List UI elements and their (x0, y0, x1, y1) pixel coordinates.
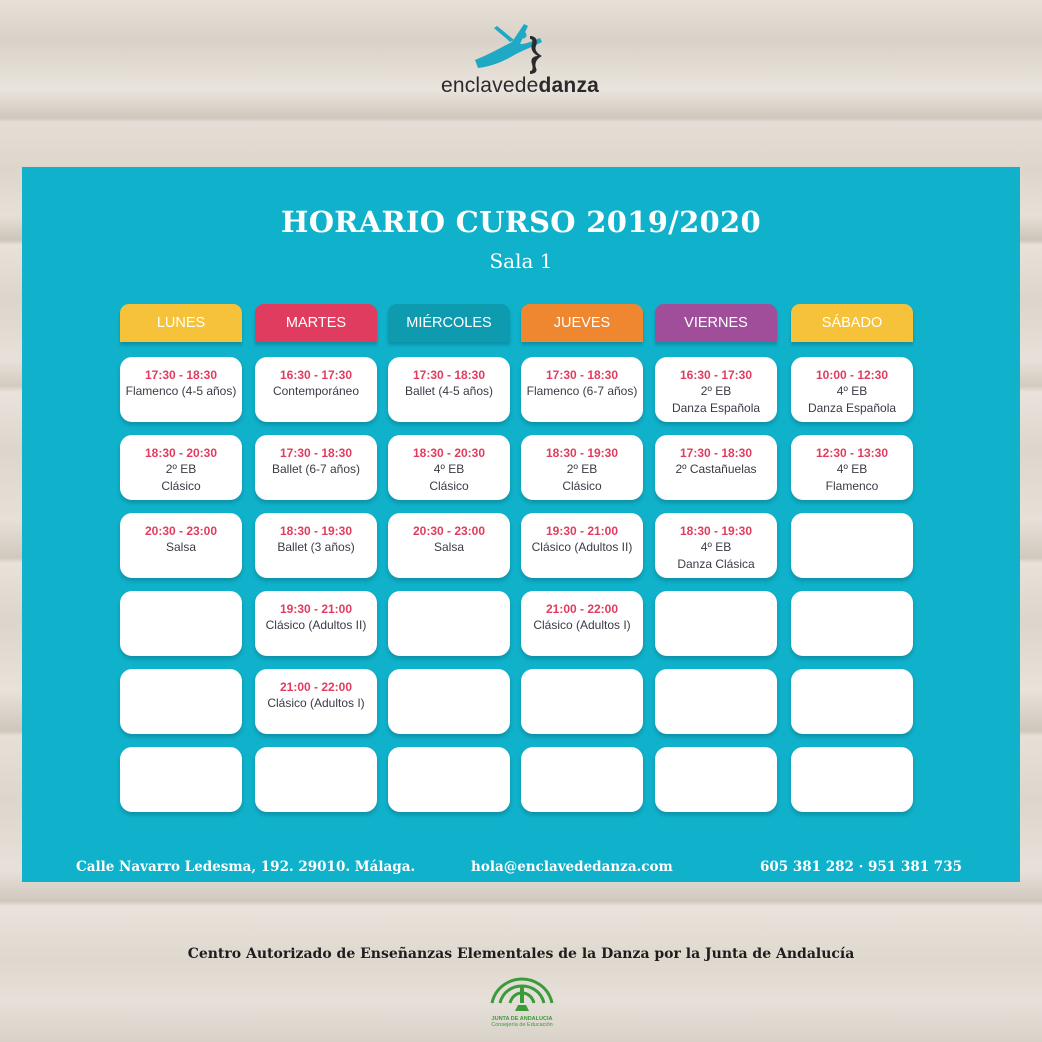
class-slot (521, 357, 643, 422)
class-name: Salsa (433, 540, 465, 554)
empty-slot (521, 747, 643, 812)
class-slot (255, 435, 377, 500)
class-slot (255, 669, 377, 734)
class-time: 17:30 - 18:30 (679, 446, 753, 460)
seal-line1: JUNTA DE ANDALUCIA (491, 1016, 553, 1022)
empty-slot (255, 747, 377, 812)
class-name: Ballet (6-7 años) (271, 462, 361, 476)
junta-andalucia-seal (482, 975, 562, 1030)
dancer-icon (420, 18, 620, 74)
junta-seal-icon (482, 975, 562, 1013)
class-slot (521, 435, 643, 500)
class-slot (388, 513, 510, 578)
class-slot (255, 591, 377, 656)
class-slot (120, 435, 242, 500)
empty-slot (655, 591, 777, 656)
class-time: 21:00 - 22:00 (279, 680, 353, 694)
empty-slot (521, 669, 643, 734)
class-time: 16:30 - 17:30 (279, 368, 353, 382)
class-name: Clásico (Adultos II) (531, 540, 633, 554)
class-time: 18:30 - 19:30 (679, 524, 753, 538)
class-slot (120, 357, 242, 422)
class-name: 4º EB (836, 462, 868, 476)
logo-text: enclavededanza (440, 74, 600, 97)
footer-address: Calle Navarro Ledesma, 192. 29010. Málaga. (76, 859, 416, 875)
class-name: Flamenco (4-5 años) (125, 384, 237, 398)
class-name: Clásico (Adultos II) (265, 618, 367, 632)
class-slot (655, 357, 777, 422)
class-slot (791, 357, 913, 422)
class-slot (655, 435, 777, 500)
class-name: Clásico (429, 479, 469, 493)
footer-phones: 605 381 282 · 951 381 735 (760, 859, 962, 875)
class-time: 18:30 - 19:30 (279, 524, 353, 538)
class-name: Ballet (4-5 años) (404, 384, 494, 398)
empty-slot (791, 591, 913, 656)
class-time: 17:30 - 18:30 (144, 368, 218, 382)
day-column (388, 304, 510, 554)
class-name: Danza Española (807, 401, 897, 415)
class-name: 4º EB (836, 384, 868, 398)
schedule-subtitle: Sala 1 (489, 249, 553, 273)
brand-logo (420, 18, 620, 103)
class-name: 2º EB (700, 384, 732, 398)
class-slot (521, 591, 643, 656)
class-time: 19:30 - 21:00 (279, 602, 353, 616)
class-time: 10:00 - 12:30 (815, 368, 889, 382)
class-slot (120, 513, 242, 578)
class-name: Clásico (562, 479, 602, 493)
empty-slot (388, 591, 510, 656)
class-name: Salsa (165, 540, 197, 554)
class-name: 4º EB (700, 540, 732, 554)
empty-slot (791, 747, 913, 812)
class-name: 2º EB (165, 462, 197, 476)
class-name: Danza Española (671, 401, 761, 415)
class-name: Clásico (161, 479, 201, 493)
empty-slot (388, 747, 510, 812)
empty-slot (655, 747, 777, 812)
class-time: 17:30 - 18:30 (279, 446, 353, 460)
authorization-caption: Centro Autorizado de Enseñanzas Elementales de la Danza por la Junta de Andalucía (187, 946, 855, 962)
class-time: 18:30 - 20:30 (412, 446, 486, 460)
class-name: Flamenco (825, 479, 879, 493)
empty-slot (791, 513, 913, 578)
class-slot (388, 357, 510, 422)
day-header: VIERNES (655, 304, 777, 342)
schedule-title: HORARIO CURSO 2019/2020 (281, 205, 761, 239)
class-name: Clásico (Adultos I) (533, 618, 631, 632)
class-time: 21:00 - 22:00 (545, 602, 619, 616)
class-time: 17:30 - 18:30 (412, 368, 486, 382)
class-time: 12:30 - 13:30 (815, 446, 889, 460)
class-name: Danza Clásica (677, 557, 755, 571)
class-time: 16:30 - 17:30 (679, 368, 753, 382)
class-time: 17:30 - 18:30 (545, 368, 619, 382)
class-name: 2º EB (566, 462, 598, 476)
empty-slot (655, 669, 777, 734)
class-slot (791, 435, 913, 500)
day-column (655, 304, 777, 571)
class-time: 20:30 - 23:00 (144, 524, 218, 538)
class-time: 19:30 - 21:00 (545, 524, 619, 538)
empty-slot (120, 669, 242, 734)
empty-slot (791, 669, 913, 734)
class-name: Ballet (3 años) (277, 540, 355, 554)
footer-email[interactable]: hola@enclavededanza.com (471, 859, 673, 875)
day-column (120, 304, 242, 554)
class-time: 20:30 - 23:00 (412, 524, 486, 538)
day-header: LUNES (120, 304, 242, 342)
class-slot (255, 513, 377, 578)
class-name: 2º Castañuelas (675, 462, 757, 476)
empty-slot (388, 669, 510, 734)
day-column (791, 304, 913, 493)
day-column (521, 304, 643, 632)
class-slot (655, 513, 777, 578)
schedule-panel (22, 167, 1020, 882)
day-header: MARTES (255, 304, 377, 342)
class-slot (255, 357, 377, 422)
class-name: Clásico (Adultos I) (267, 696, 365, 710)
class-slot (388, 435, 510, 500)
day-column (255, 304, 377, 710)
empty-slot (120, 747, 242, 812)
day-header: JUEVES (521, 304, 643, 342)
seal-line2: Consejería de Educación (491, 1022, 553, 1028)
class-name: Flamenco (6-7 años) (526, 384, 638, 398)
class-slot (521, 513, 643, 578)
class-name: Contemporáneo (272, 384, 360, 398)
day-header: SÁBADO (791, 304, 913, 342)
class-time: 18:30 - 19:30 (545, 446, 619, 460)
empty-slot (120, 591, 242, 656)
day-header: MIÉRCOLES (388, 304, 510, 342)
class-name: 4º EB (433, 462, 465, 476)
class-time: 18:30 - 20:30 (144, 446, 218, 460)
